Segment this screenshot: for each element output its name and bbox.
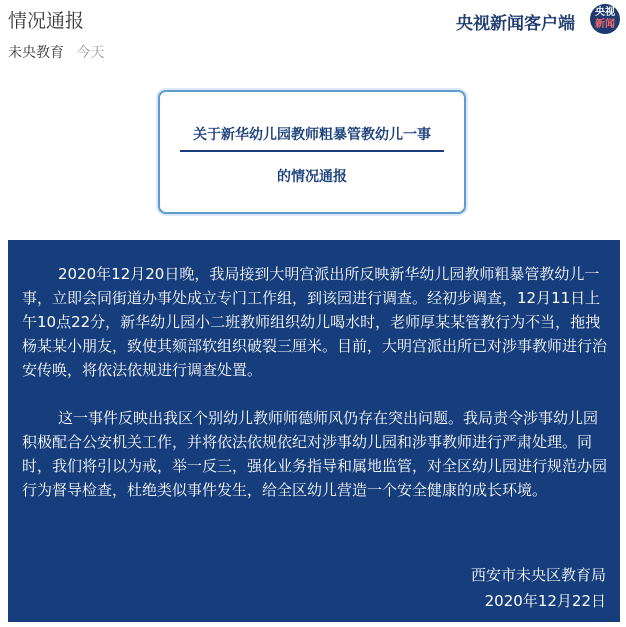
logo-text-bottom: 新闻 <box>595 19 615 30</box>
logo-text-top: 央视 <box>595 7 615 18</box>
brand-name: 央视新闻客户端 <box>456 14 575 34</box>
publish-time: 今天 <box>76 45 105 61</box>
notice-date: 2020年12月22日 <box>484 592 606 610</box>
notice-paragraph-2 <box>22 406 612 502</box>
source-name[interactable]: 未央教育 <box>8 45 64 61</box>
notice-signature: 西安市未央区教育局 <box>470 566 606 584</box>
notice-paragraph-2-text: 这一事件反映出我区个别幼儿教师师德师风仍存在突出问题。我局责令涉事幼儿园积极配合公安机关工作，并将依法依规依纪对涉事幼儿园和涉事教师进行严肃处理。同时，我们将引以为戒，举一反三，强化业务指导和属地监管，对全区幼儿园进行规范办园行为督导检查，杜绝类似事件发生，给全区幼儿营造一个安全健康的成长环境。 <box>22 409 608 499</box>
page-title: 情况通报 <box>8 10 85 32</box>
article-meta <box>8 42 104 62</box>
notice-paragraph-1 <box>22 262 612 382</box>
notice-title-line1: 关于新华幼儿园教师粗暴管教幼儿一事 <box>193 127 431 143</box>
notice-paragraph-1-text: 2020年12月20日晚，我局接到大明宫派出所反映新华幼儿园教师粗暴管教幼儿一事，立即会同街道办事处成立专门工作组，到该园进行调查。经初步调查，12月11日上午10点22分，新华幼儿园小二班教师组织幼儿喝水时，老师厚某某管教行为不当，拖拽杨某某小朋友，致使其颏部软组织破裂三厘米。目前，大明宫派出所已对涉事教师进行治安传唤，将依法依规进行调查处置。 <box>22 265 608 379</box>
notice-body-panel <box>8 240 620 622</box>
notice-title-line2: 的情况通报 <box>277 169 347 185</box>
notice-title-divider <box>180 150 444 152</box>
notice-title-card <box>158 90 466 214</box>
cctv-news-logo <box>590 4 620 34</box>
